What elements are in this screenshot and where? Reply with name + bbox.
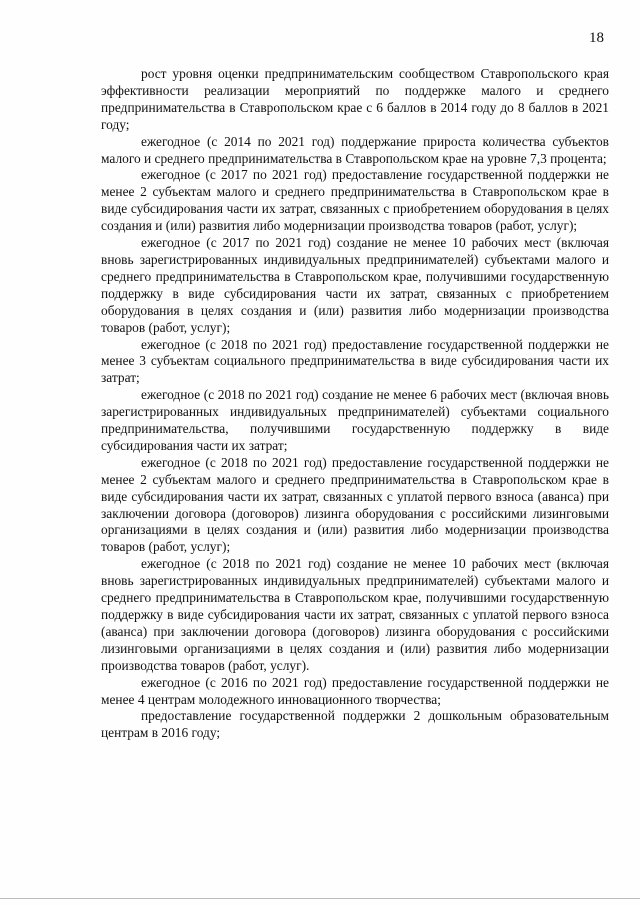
- paragraph: ежегодное (с 2014 по 2021 год) поддержание прироста количества субъектов малого и среднего предпринимательства в Ставропольском крае на уровне 7,3 процента;: [101, 133, 609, 166]
- paragraph: рост уровня оценки предпринимательским сообществом Ставропольского края эффективности реализации мероприятий по поддержке малого и среднего предпринимательства в Ставропольском крае с 6 баллов в 2014 году до 8 баллов в 2021 году;: [101, 66, 609, 132]
- page-number: 18: [589, 30, 604, 46]
- page-bottom-edge: [0, 898, 640, 899]
- paragraph: ежегодное (с 2017 по 2021 год) предоставление государственной поддержки не менее 2 субъектам малого и среднего предпринимательства в Ставропольском крае в виде субсидирования части их затрат, связанных с приобретением оборудования в целях создания и (или) развития либо модернизации производства товаров (работ, услуг);: [101, 167, 609, 234]
- paragraph: предоставление государственной поддержки 2 дошкольным образовательным центрам в 2016 году;: [101, 708, 609, 741]
- body-text: [101, 66, 609, 742]
- paragraph: ежегодное (с 2016 по 2021 год) предоставление государственной поддержки не менее 4 центрам молодежного инновационного творчества;: [101, 674, 609, 707]
- paragraph: ежегодное (с 2018 по 2021 год) предоставление государственной поддержки не менее 3 субъектам социального предпринимательства в виде субсидирования части их затрат;: [101, 336, 609, 386]
- paragraph: ежегодное (с 2018 по 2021 год) создание не менее 6 рабочих мест (включая вновь зарегистрированных индивидуальных предпринимателей) субъектами социального предпринимательства, получившими государственную поддержку в виде субсидирования части их затрат;: [101, 387, 609, 453]
- paragraph: ежегодное (с 2018 по 2021 год) предоставление государственной поддержки не менее 2 субъектам малого и среднего предпринимательства в Ставропольском крае в виде субсидирования части их затрат, связанных с уплатой первого взноса (аванса) при заключении договора (договоров) лизинга оборудования с российскими лизинговыми организациями в целях создания и (или) развития либо модернизации производства товаров (работ, услуг);: [101, 454, 609, 555]
- paragraph: ежегодное (с 2017 по 2021 год) создание не менее 10 рабочих мест (включая вновь зарегистрированных индивидуальных предпринимателей) субъектами малого и среднего предпринимательства в Ставропольском крае, получившими государственную поддержку в виде субсидирования части их затрат, связанных с приобретением оборудования в целях создания и (или) развития либо модернизации производства товаров (работ, услуг);: [101, 235, 609, 335]
- paragraph: ежегодное (с 2018 по 2021 год) создание не менее 10 рабочих мест (включая вновь зарегистрированных индивидуальных предпринимателей) субъектами малого и среднего предпринимательства в Ставропольском крае, получившими государственную поддержку в виде субсидирования части их затрат, связанных с уплатой первого взноса (аванса) при заключении договора (договоров) лизинга оборудования с российскими лизинговыми организациями в целях создания и (или) развития либо модернизации производства товаров (работ, услуг).: [101, 556, 609, 673]
